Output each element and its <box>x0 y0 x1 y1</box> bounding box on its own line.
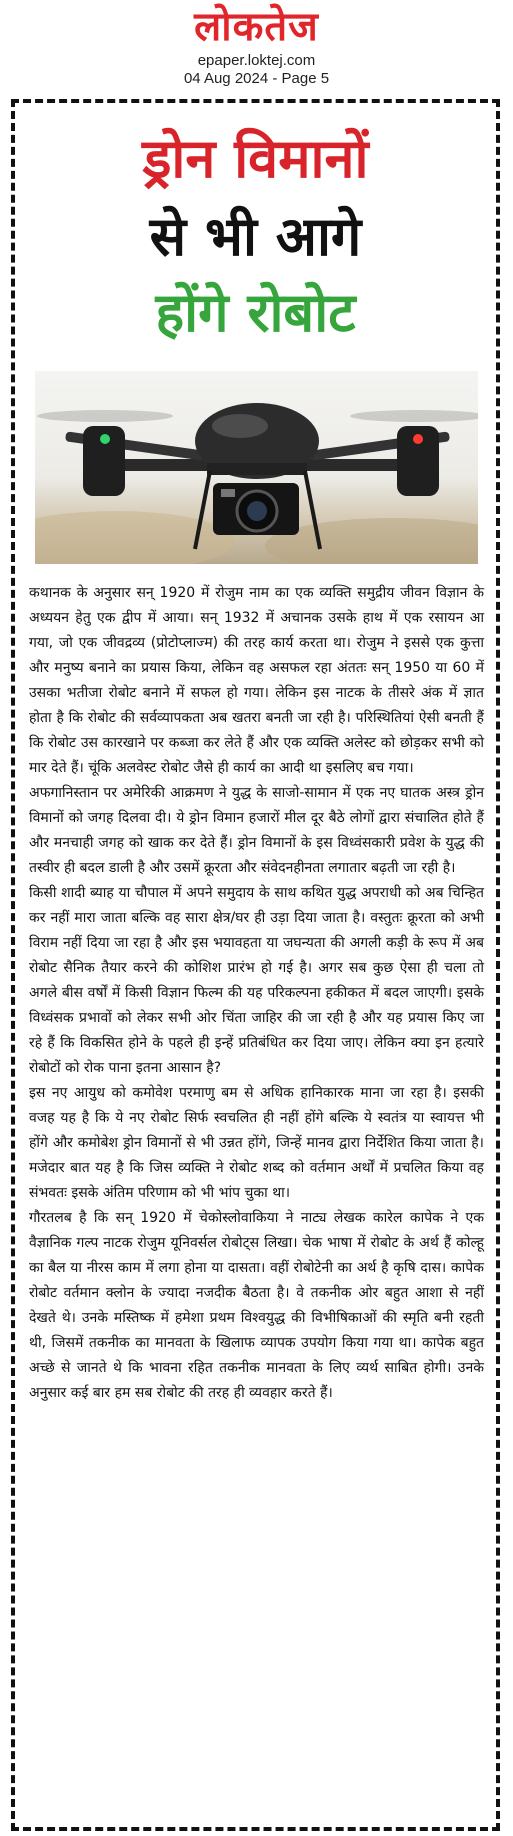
dateline: 04 Aug 2024 - Page 5 <box>183 70 330 87</box>
headline-line-3: होंगे रोबोट <box>155 281 356 344</box>
headline-line-2: से भी आगे <box>149 205 362 268</box>
paragraph-3: किसी शादी ब्याह या चौपाल में अपने समुदाय के साथ कथित युद्ध अपराधी को अब चिन्हित कर नहीं मारा जाता बल्कि वह सारा क्षेत्र/घर ही उड़ा दिया जाता है। वस्तुतः क्रूरता को अभी विराम नहीं दिया जा रहा है और इस भयावहता या जघन्यता की अगली कड़ी के रूप में अब रोबोट सैनिक तैयार करने की कोशिश प्रारंभ हो गई है। अगर सब कुछ ऐसा ही चला तो अगले बीस वर्षों में किसी विज्ञान फिल्म की यह परिकल्पना हकीकत में बदल जाएगी। इसके विध्वंसक प्रभावों को लेकर सभी ओर चिंता जाहिर की जा रही है और यह प्रयास किए जा रहे हैं कि विकसित होने के पहले ही इन्हें प्रतिबंधित कर दिया जाए। लेकिन क्या इन हत्यारे रोबोटों को रोक पाना इतना आसान है? <box>29 885 484 1076</box>
article-frame <box>11 99 500 1831</box>
paragraph-2: अफगानिस्तान पर अमेरिकी आक्रमण ने युद्ध के साजो-सामान में एक नए घातक अस्त्र ड्रोन विमानों को जगह दिलवा दी। ये ड्रोन विमान हजारों मील दूर बैठे लोगों द्वारा संचालित होते हैं और मनचाही जगह को खाक कर देते हैं। ड्रोन विमानों के इस विध्वंसकारी प्रवेश के युद्ध की तस्वीर ही बदल डाली है और उसमें क्रूरता और संवेदनहीनता लगातार बढ़ती जा रही है। <box>29 785 484 876</box>
paragraph-1: कथानक के अनुसार सन् 1920 में रोजुम नाम का एक व्यक्ति समुद्रीय जीवन विज्ञान के अध्ययन हेतु एक द्वीप में आया। सन् 1932 में अचानक उसके हाथ में एक रसायन आ गया, जो एक जीवद्रव्य (प्रोटोप्लाज्म) की तरह कार्य करता था। रोजुम ने इससे एक कुत्ता और मनुष्य बनाने का प्रयास किया, लेकिन वह असफल रहा अंततः सन् 1950 या 60 में उसका भतीजा रोबोट बनाने में सफल हो गया। लेकिन इस नाटक के तीसरे अंक में ज्ञात होता है कि रोबोट की सर्वव्यापकता अब खतरा बनती जा रही है। परिस्थितियां ऐसी बनती हैं कि रोबोट उस कारखाने पर कब्जा कर लेते हैं और एक व्यक्ति अलेस्ट को छोड़कर सभी को मार देते हैं। चूंकि अलवेस्ट रोबोट जैसे ही कार्य का आदी था इसलिए बच गया। <box>29 585 484 776</box>
headline-line-1: ड्रोन विमानों <box>142 127 369 190</box>
paragraph-5: गौरतलब है कि सन् 1920 में चेकोस्लोवाकिया ने नाट्य लेखक कारेल कापेक ने एक वैज्ञानिक गल्प नाटक रोजुम यूनिवर्सल रोबोट्स लिखा। चेक भाषा में रोबोट के अर्थ हैं कोल्हू का बैल या नीरस काम में लगा होना या दासता। वहीं रोबोटेनी का अर्थ है कृषि दास। कापेक रोबोट वर्तमान क्लोन के ज्यादा नजदीक बैठता है। वे तकनीक ओर बहुत आशा से नहीं देखते थे। उनके मस्तिष्क में हमेशा प्रथम विश्वयुद्ध की विभीषिकाओं की स्मृति बनी रहती थी, जिसमें तकनीक का मानवता के खिलाफ व्यापक उपयोग किया गया था। कापेक बहुत अच्छे से जानते थे कि भावना रहित तकनीक मानवता के लिए व्यर्थ साबित होगी। उनके अनुसार कई बार हम सब रोबोट की तरह ही व्यवहार करते हैं। <box>29 1210 484 1401</box>
drone-photo <box>35 371 478 564</box>
drone-illustration-icon <box>35 371 478 564</box>
site-url: epaper.loktej.com <box>197 52 316 69</box>
newspaper-logo: लोकतेज <box>194 4 319 50</box>
article-body <box>29 581 484 1406</box>
paragraph-4: इस नए आयुध को कमोवेश परमाणु बम से अधिक हानिकारक माना जा रहा है। इसकी वजह यह है कि ये नए रोबोट सिर्फ स्वचलित ही नहीं होंगे बल्कि ये स्वतंत्र या स्वायत्त भी होंगे और कमोबेश ड्रोन विमानों से भी उन्नत होंगे, जिन्हें मानव द्वारा निर्देशित किया जाता है। मजेदार बात यह है कि जिस व्यक्ति ने रोबोट शब्द को वर्तमान अर्थों में प्रचलित किया वह संभवतः इसके अंतिम परिणाम को भी भांप चुका था। <box>29 1085 484 1201</box>
masthead <box>0 0 513 100</box>
